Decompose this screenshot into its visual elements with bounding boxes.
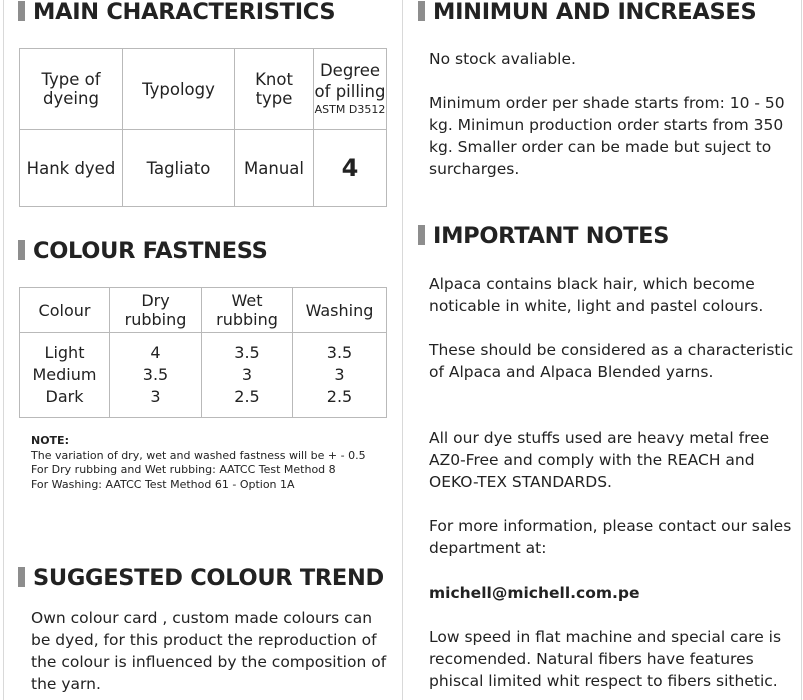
important-notes-title-text: IMPORTANT NOTES	[433, 223, 670, 249]
header-knot-type: Knot type	[235, 49, 314, 130]
fastness-note	[31, 434, 366, 492]
header-colour: Colour	[20, 288, 110, 333]
column-divider	[402, 0, 403, 700]
header-wet-rubbing: Wet rubbing	[202, 288, 293, 333]
colour-fastness-title-text: COLOUR FASTNESS	[33, 238, 268, 264]
note-label: NOTE:	[31, 434, 69, 447]
page-border-left	[3, 0, 4, 700]
colour-medium: Medium	[32, 365, 97, 384]
colour-dark: Dark	[45, 387, 84, 406]
table-header-row	[20, 288, 387, 333]
characteristic-note: These should be considered as a characteristic of Alpaca and Alpaca Blended yarns.	[429, 341, 794, 381]
title-bar-icon	[18, 240, 25, 260]
colour-fastness-title	[18, 240, 268, 263]
main-characteristics-table	[19, 48, 387, 207]
black-hair-note: Alpaca contains black hair, which become noticable in white, light and pastel colours.	[429, 275, 764, 315]
colour-fastness-table	[19, 287, 387, 418]
machine-care-note: Low speed in flat machine and special care is recomended. Natural fibers have features phiscal limited whit respect to fibers sithetic.	[429, 628, 782, 690]
washing-values-cell	[293, 333, 387, 418]
wet-dark: 2.5	[234, 387, 260, 406]
suggested-colour-trend-text: Own colour card , custom made colours can be dyed, for this product the reproduction of the colour is influenced by the composition of the yarn.	[31, 609, 387, 693]
table-row	[20, 130, 387, 207]
header-type-of-dyeing: Type of dyeing	[20, 49, 123, 130]
main-characteristics-title	[18, 1, 335, 24]
stock-availability-text: No stock avaliable.	[429, 50, 576, 68]
dye-stuffs-note: All our dye stuffs used are heavy metal free AZ0-Free and comply with the REACH and OEKO-TEX STANDARDS.	[429, 429, 770, 491]
colour-light: Light	[44, 343, 85, 362]
note-line-rubbing-method: For Dry rubbing and Wet rubbing: AATCC Test Method 8	[31, 463, 336, 476]
header-degree-of-pilling	[314, 49, 387, 130]
table-header-row	[20, 49, 387, 130]
minimum-order-text: Minimum order per shade starts from: 10 - 50 kg. Minimun production order starts from 350 kg. Smaller order can be made but suject to surcharges.	[429, 94, 785, 178]
header-dry-rubbing: Dry rubbing	[110, 288, 202, 333]
dry-medium: 3.5	[142, 365, 169, 384]
contact-email-link[interactable]: michell@michell.com.pe	[429, 584, 640, 602]
wet-medium: 3	[241, 365, 253, 384]
colour-values-cell	[20, 333, 110, 418]
title-bar-icon	[418, 225, 425, 245]
dry-dark: 3	[150, 387, 161, 406]
main-characteristics-title-text: MAIN CHARACTERISTICS	[33, 0, 336, 25]
wet-light: 3.5	[234, 343, 260, 362]
title-bar-icon	[18, 567, 25, 587]
wet-values-cell	[202, 333, 293, 418]
page-border-right	[801, 0, 802, 700]
value-degree-of-pilling: 4	[314, 130, 387, 207]
header-typology: Typology	[123, 49, 235, 130]
suggested-colour-trend-title-text: SUGGESTED COLOUR TREND	[33, 565, 384, 591]
contact-note: For more information, please contact our sales department at:	[429, 517, 792, 557]
value-type-of-dyeing: Hank dyed	[20, 130, 123, 207]
table-row	[20, 333, 387, 418]
minimum-increases-title-text: MINIMUN AND INCREASES	[433, 0, 757, 25]
minimum-increases-title	[418, 1, 756, 24]
value-typology: Tagliato	[123, 130, 235, 207]
title-bar-icon	[18, 1, 25, 21]
washing-dark: 2.5	[326, 387, 353, 406]
dry-values-cell	[110, 333, 202, 418]
title-bar-icon	[418, 1, 425, 21]
pilling-title: Degree of pilling	[314, 61, 386, 101]
pilling-standard: ASTM D3512	[314, 103, 386, 116]
washing-light: 3.5	[326, 343, 353, 362]
value-knot-type: Manual	[235, 130, 314, 207]
washing-medium: 3	[334, 365, 345, 384]
suggested-colour-trend-title	[18, 567, 384, 590]
important-notes-title	[418, 225, 669, 248]
note-line-washing-method: For Washing: AATCC Test Method 61 - Option 1A	[31, 477, 295, 491]
dry-light: 4	[150, 343, 161, 362]
header-washing: Washing	[293, 288, 387, 333]
note-line-variation: The variation of dry, wet and washed fastness will be + - 0.5	[31, 448, 366, 462]
